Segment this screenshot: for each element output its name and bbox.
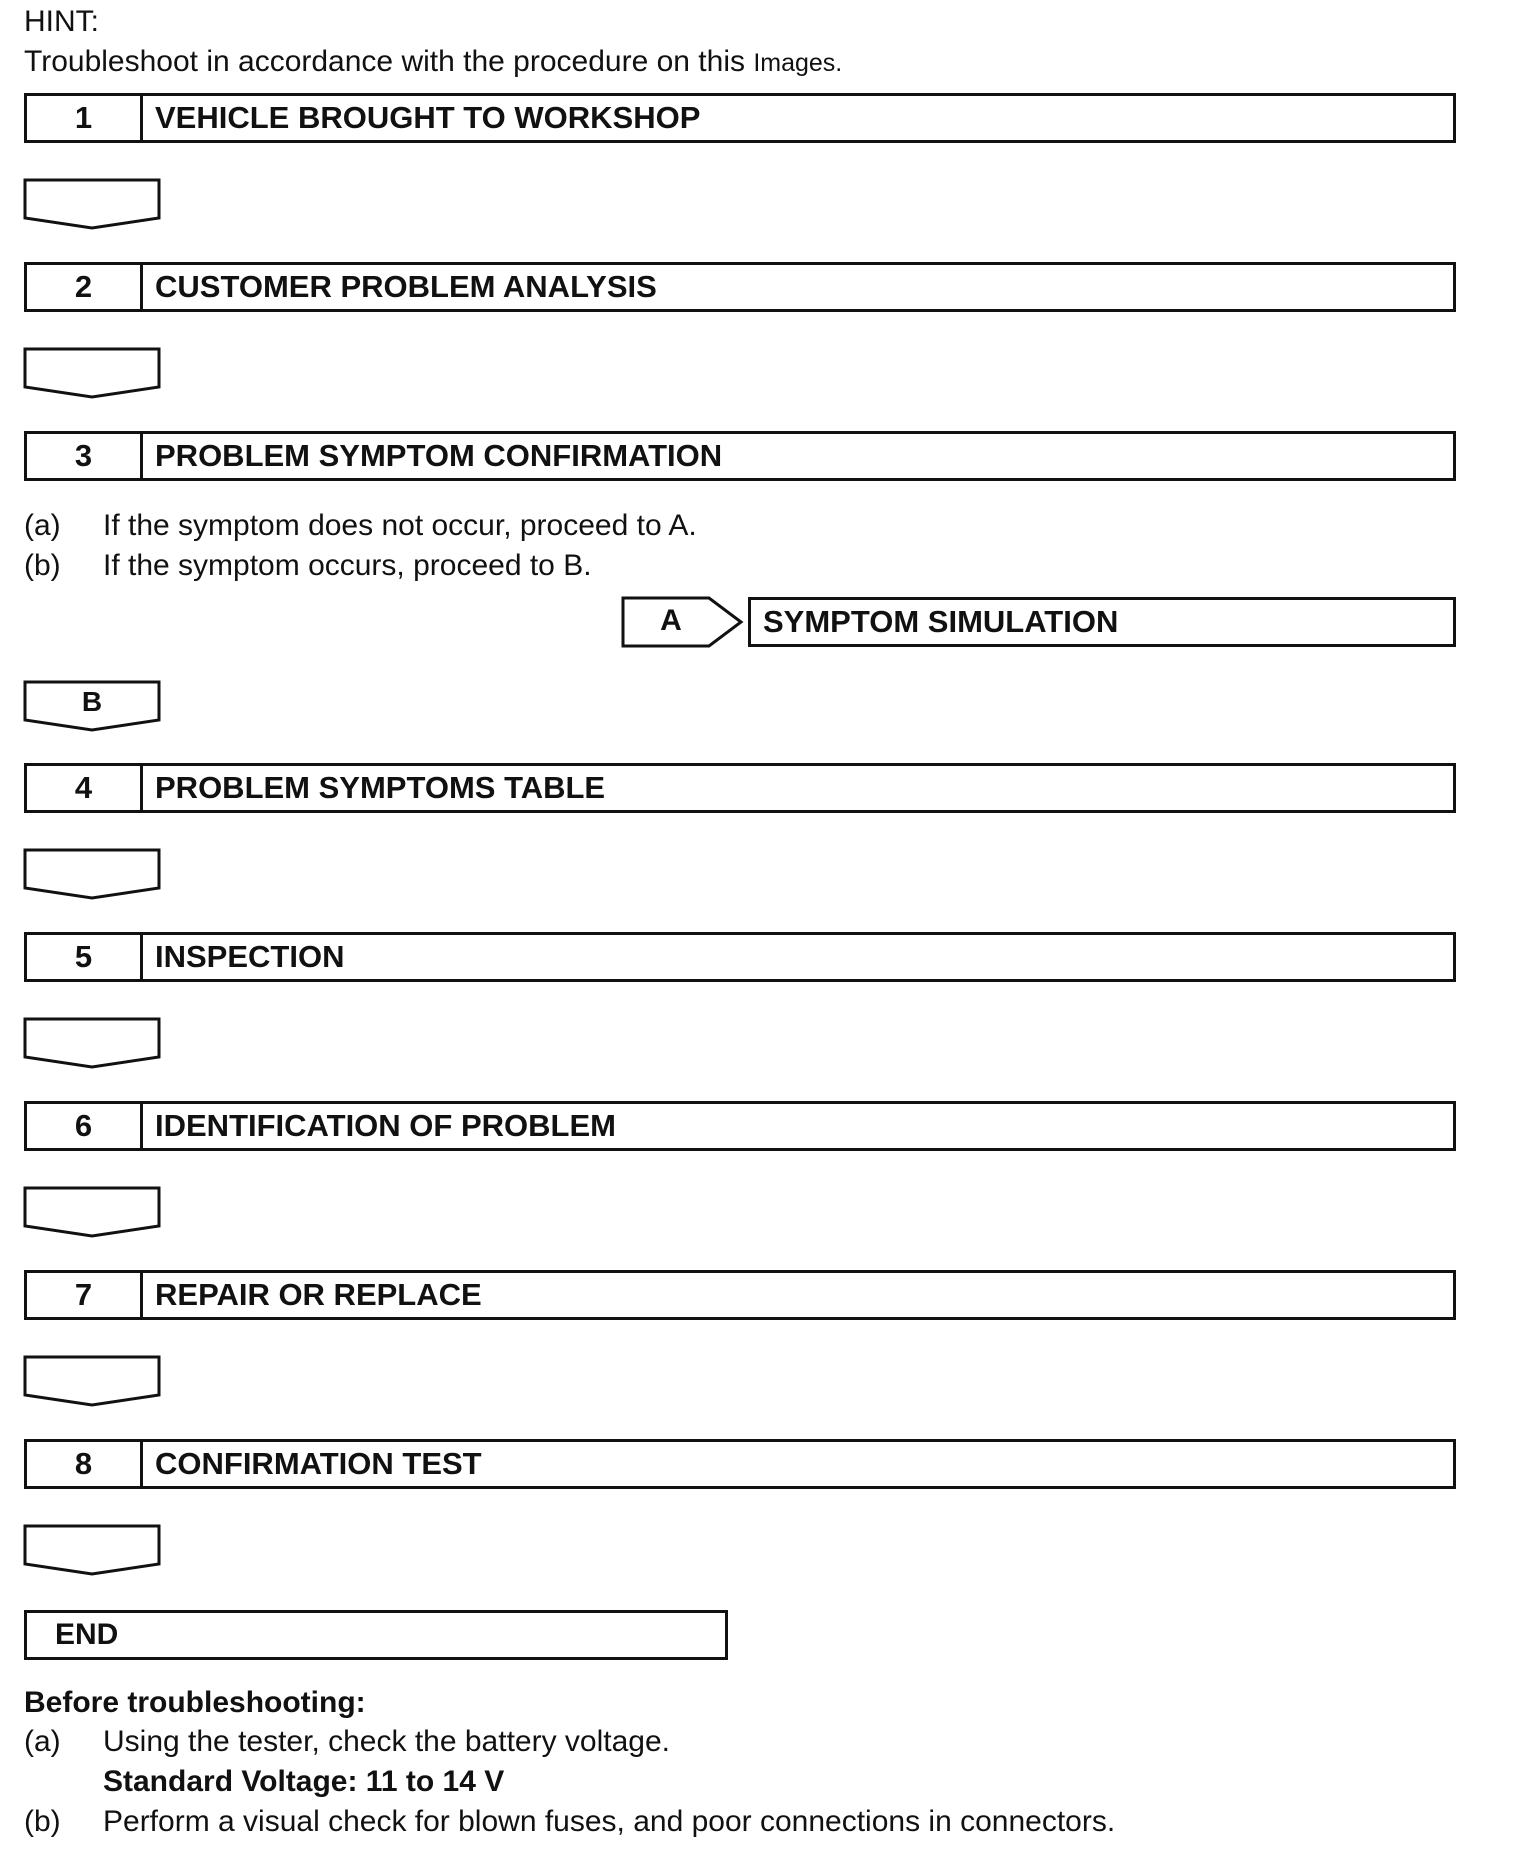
step-8-number: 8 [27, 1442, 143, 1486]
step-8-box [24, 1439, 1456, 1489]
arrow-down-shape [23, 1017, 161, 1069]
branch-b-label: B [81, 686, 103, 717]
hint-text-main: Troubleshoot in accordance with the procedure on this [24, 45, 745, 78]
step-4-title: PROBLEM SYMPTOMS TABLE [155, 770, 606, 805]
arrow-down-shape [23, 1355, 161, 1407]
before-item-b-marker: (b) [24, 1805, 61, 1838]
step-4-number: 4 [27, 766, 143, 810]
step-1-box [24, 93, 1456, 143]
step-6-number: 6 [27, 1104, 143, 1148]
step3-note-a-text: If the symptom does not occur, proceed to A. [103, 509, 697, 542]
arrow-down-6 [23, 1186, 161, 1238]
before-item-b-text: Perform a visual check for blown fuses, and poor connections in connectors. [103, 1805, 1116, 1838]
arrow-down-shape [23, 178, 161, 230]
step-7-number: 7 [27, 1273, 143, 1317]
step-1-number: 1 [27, 96, 143, 140]
step-2-number: 2 [27, 265, 143, 309]
end-box: END [24, 1610, 728, 1660]
hint-text [24, 44, 842, 81]
hint-text-small: Images. [753, 49, 843, 77]
step-3-title: PROBLEM SYMPTOM CONFIRMATION [155, 438, 723, 473]
arrow-down-shape [23, 848, 161, 900]
before-item-a-marker: (a) [24, 1725, 61, 1758]
step3-note-a-marker: (a) [24, 509, 61, 542]
step-6-title: IDENTIFICATION OF PROBLEM [155, 1108, 616, 1143]
arrow-down-8 [23, 1524, 161, 1576]
arrow-down-b [23, 680, 161, 732]
step3-note-b-marker: (b) [24, 549, 61, 582]
step-3-number: 3 [27, 434, 143, 478]
step-5-number: 5 [27, 935, 143, 979]
arrow-down-4 [23, 848, 161, 900]
step-4-box [24, 763, 1456, 813]
step-6-box [24, 1101, 1456, 1151]
step-3-box [24, 431, 1456, 481]
arrow-down-5 [23, 1017, 161, 1069]
before-heading: Before troubleshooting: [24, 1686, 366, 1719]
arrow-down-shape [23, 347, 161, 399]
step-7-title: REPAIR OR REPLACE [155, 1277, 482, 1312]
step-5-title: INSPECTION [155, 939, 345, 974]
branch-a-arrow [621, 596, 745, 648]
before-item-a-text: Using the tester, check the battery voltage. [103, 1725, 670, 1758]
arrow-down-shape [23, 1524, 161, 1576]
step-7-box [24, 1270, 1456, 1320]
step-2-box [24, 262, 1456, 312]
step-1-title: VEHICLE BROUGHT TO WORKSHOP [155, 100, 701, 135]
branch-a-label: A [660, 604, 682, 637]
hint-label: HINT: [24, 5, 99, 38]
step-2-title: CUSTOMER PROBLEM ANALYSIS [155, 269, 657, 304]
step-8-title: CONFIRMATION TEST [155, 1446, 482, 1481]
standard-voltage: Standard Voltage: 11 to 14 V [103, 1765, 505, 1798]
symptom-simulation-box: SYMPTOM SIMULATION [748, 597, 1456, 647]
step3-note-b-text: If the symptom occurs, proceed to B. [103, 549, 592, 582]
arrow-down-2 [23, 347, 161, 399]
arrow-down-7 [23, 1355, 161, 1407]
step-5-box [24, 932, 1456, 982]
arrow-down-shape [23, 1186, 161, 1238]
arrow-down-1 [23, 178, 161, 230]
